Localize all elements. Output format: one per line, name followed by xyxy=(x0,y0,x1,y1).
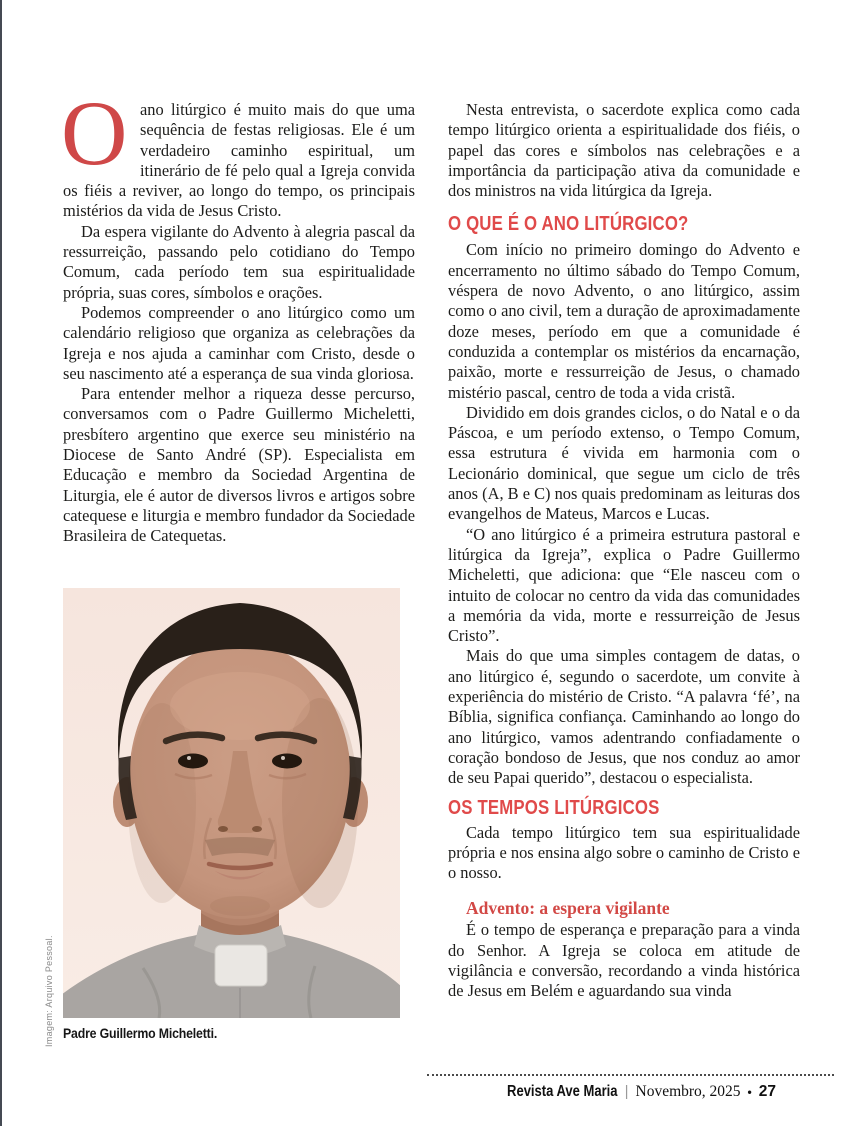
footer-brand-text: Revista Ave Maria xyxy=(507,1083,618,1100)
footer-text xyxy=(427,1083,834,1101)
lead-paragraph xyxy=(61,82,415,222)
body-paragraph: Mais do que uma simples contagem de datas, o ano litúrgico é, segundo o sacerdote, um convite à experiência do mistério de Cristo. “A palavra ‘fé’, na Bíblia, significa confiança. Caminhando ao longo do ano litúrgico, vamos adentrando confiadamente o coração bondoso de Jesus, que nos conduz ao amor de seu Papai querido”, destacou o especialista. xyxy=(448,646,800,788)
page-footer xyxy=(427,1074,834,1101)
lead-paragraph-text: ano litúrgico é muito mais do que uma sequência de festas religiosas. Ele é um verdadeiro caminho espiritual, um itinerário de fé pelo qual a Igreja convida os fiéis a reviver, ao longo do tempo, os principais mistérios da vida de Jesus Cristo. xyxy=(63,100,415,221)
page-edge-line xyxy=(0,0,2,1126)
section-heading-what-is-text: O QUE É O ANO LITÚRGICO? xyxy=(448,213,689,236)
body-paragraph: “O ano litúrgico é a primeira estrutura pastoral e litúrgica da Igreja”, explica o Padre Guillermo Micheletti, que adiciona: que “Ele nasceu com o intuito de colocar no centro da vida das comunidades a memória da vida, morte e ressurreição de Jesus Cristo”. xyxy=(448,524,800,646)
body-paragraph: É o tempo de esperança e preparação para a vinda do Senhor. A Igreja se coloca em atitude de vigilância e conversão, recordando a vinda histórica de Jesus em Belém e aguardando sua vinda xyxy=(448,920,800,1001)
footer-bullet: • xyxy=(747,1085,752,1099)
photo-caption-text: Padre Guillermo Micheletti. xyxy=(63,1025,218,1041)
footer-brand xyxy=(486,1083,618,1101)
photo-caption xyxy=(63,1025,400,1041)
body-paragraph: Cada tempo litúrgico tem sua espiritualidade própria e nos ensina algo sobre o caminho de Cristo e o nosso. xyxy=(448,822,800,883)
footer-page-number: 27 xyxy=(758,1083,776,1100)
subsection-heading-advento: Advento: a espera vigilante xyxy=(466,898,670,919)
footer-issue: Novembro, 2025 xyxy=(635,1083,741,1100)
section-heading-what-is xyxy=(448,213,800,235)
right-column xyxy=(448,100,800,1002)
footer-dotted-rule xyxy=(427,1074,834,1076)
left-column xyxy=(61,82,415,547)
body-paragraph: Dividido em dois grandes ciclos, o do Natal e o da Páscoa, e um período extenso, o Tempo Comum, essa estrutura é vivida em harmonia com o Lecionário dominical, que segue um ciclo de três anos (A, B e C) nos quais predominam as leituras dos evangelhos de Mateus, Marcos e Lucas. xyxy=(448,402,800,524)
section-heading-times xyxy=(448,797,800,819)
body-paragraph: Com início no primeiro domingo do Advento e encerramento no último sábado do Tempo Comum, véspera de novo Advento, o ano litúrgico, assim como o ano civil, tem a duração de aproximadamente doze meses, período em que a comunidade é conduzida a contemplar os mistérios da encarnação, paixão, morte e ressurreição de Jesus, o chamado mistério pascal, centro de toda a vida cristã. xyxy=(448,240,800,402)
body-paragraph: Da espera vigilante do Advento à alegria pascal da ressurreição, passando pelo cotidiano do Tempo Comum, cada período tem sua espiritualidade própria, suas cores, símbolos e orações. xyxy=(63,221,415,302)
intro-paragraph: Nesta entrevista, o sacerdote explica como cada tempo litúrgico orienta a espiritualidade dos fiéis, o papel das cores e símbolos nas celebrações e a importância da participação ativa da comunidade e dos ministros na vida litúrgica da Igreja. xyxy=(448,100,800,201)
section-heading-times-text: OS TEMPOS LITÚRGICOS xyxy=(448,796,660,819)
photo-credit: Imagem: Arquivo Pessoal. xyxy=(44,935,54,1047)
body-paragraph: Podemos compreender o ano litúrgico como um calendário religioso que organiza as celebrações da Igreja e nos ajuda a caminhar com Cristo, desde o seu nascimento até a esperança de sua vinda gloriosa. xyxy=(63,302,415,383)
footer-separator: | xyxy=(624,1083,629,1100)
body-paragraph: Para entender melhor a riqueza desse percurso, conversamos com o Padre Guillermo Micheletti, presbítero argentino que exerce seu ministério na Diocese de Santo André (SP). Especialista em Educação e membro da Sociedad Argentina de Liturgia, ele é autor de diversos livros e artigos sobre catequese e liturgia e membro fundador da Sociedade Brasileira de Catequetas. xyxy=(63,384,415,546)
dropcap-letter: O xyxy=(61,82,128,184)
portrait-photo xyxy=(63,588,400,1018)
photo-block xyxy=(63,588,400,1041)
